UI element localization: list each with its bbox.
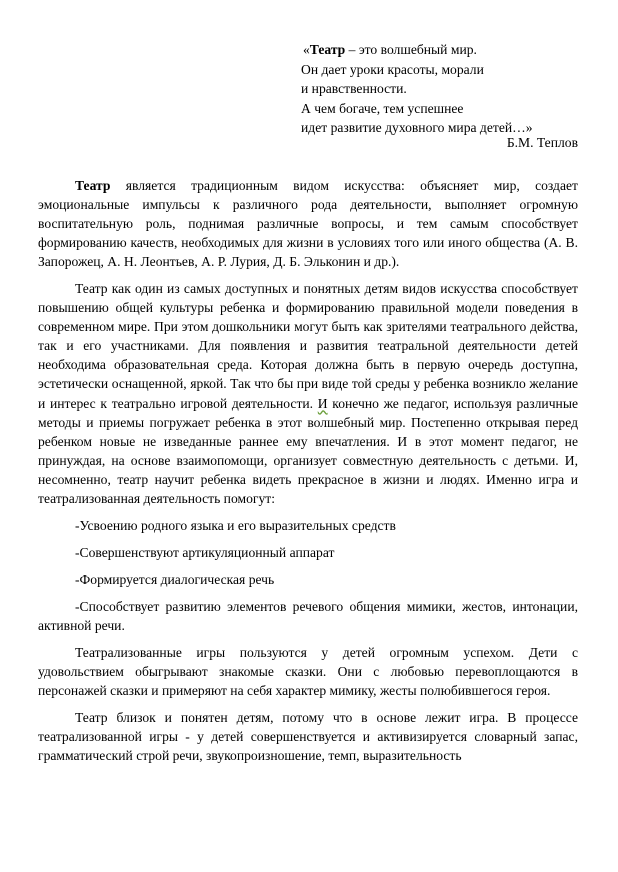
epigraph-line-3: и нравственности.: [301, 81, 407, 96]
paragraph-1-term: Театр: [75, 178, 111, 193]
open-quote: «: [303, 42, 310, 57]
paragraph-1: [38, 176, 578, 271]
epigraph-line-2: Он дает уроки красоты, морали: [301, 61, 484, 77]
epigraph-line-1-rest: – это волшебный мир.: [345, 42, 477, 57]
epigraph-author: Б.М. Теплов: [506, 135, 578, 150]
spellcheck-underlined-word: И: [317, 395, 328, 411]
epigraph-term: Театр: [309, 42, 346, 57]
epigraph-line-5: идет развитие духовного мира детей…»: [301, 120, 533, 135]
paragraph-3: Театрализованные игры пользуются у детей огромным успехом. Дети с удовольствием обыгрывают знакомые сказки. Они с любовью перевоплощаются в персонажей сказки и примеряют на себя характер мимику, жесты полюбившегося героя.: [38, 645, 578, 699]
list-item-2: -Совершенствуют артикуляционный аппарат: [75, 544, 335, 560]
paragraph-1-text: является традиционным видом искусства: объясняет мир, создает эмоциональные импульсы к различного рода деятельности, выполняет огромную воспитательную роль, поднимая различные вопросы, и тем самым способствует формированию качеств, необходимых для жизни в условиях того или иного общества (А. В. Запорожец, А. Н. Леонтьев, А. Р. Лурия, Д. Б. Эльконин и др.).: [38, 178, 578, 270]
epigraph: [301, 40, 591, 138]
paragraph-2: [38, 279, 578, 508]
epigraph-line-4: А чем богаче, тем успешнее: [301, 100, 464, 116]
list-item-1: -Усвоению родного языка и его выразительных средств: [75, 517, 396, 533]
paragraph-2-text-a: Театр как один из самых доступных и понятных детям видов искусства способствует повышению общей культуры ребенка и формированию правильной модели поведения в современном мире. При этом дошкольники могут быть как зрителями театрального действа, так и его участниками. Для появления и развития театральной деятельности детей необходима образовательная среда. Которая должна быть в первую очередь доступна, эстетически оснащенной, яркой. Так что бы при виде той среды у ребенка возникло желание и интерес к театрально игровой деятельности.: [38, 280, 578, 411]
paragraph-2-text-b: конечно же педагог, используя различные методы и приемы погружает ребенка в этот волшебный мир. Постепенно открывая перед ребенком новые не изведанные раннее ему впечатления. И в этот момент педагог, не принуждая, на основе взаимопомощи, организует совместную деятельность с детьми. И, несомненно, театр научит ребенка видеть прекрасное в жизни и людях. Именно игра и театрализованная деятельность помогут:: [38, 395, 578, 506]
epigraph-line-1: [303, 40, 591, 60]
body-text: [38, 176, 578, 773]
list-item-3: -Формируется диалогическая речь: [75, 571, 275, 587]
list-item-4: -Способствует развитию элементов речевого общения мимики, жестов, интонации, активной речи.: [38, 598, 578, 633]
paragraph-4: Театр близок и понятен детям, потому что в основе лежит игра. В процессе театрализованной игры - у детей совершенствуется и активизируется словарный запас, грамматический строй речи, звукопроизношение, темп, выразительность: [38, 709, 578, 764]
